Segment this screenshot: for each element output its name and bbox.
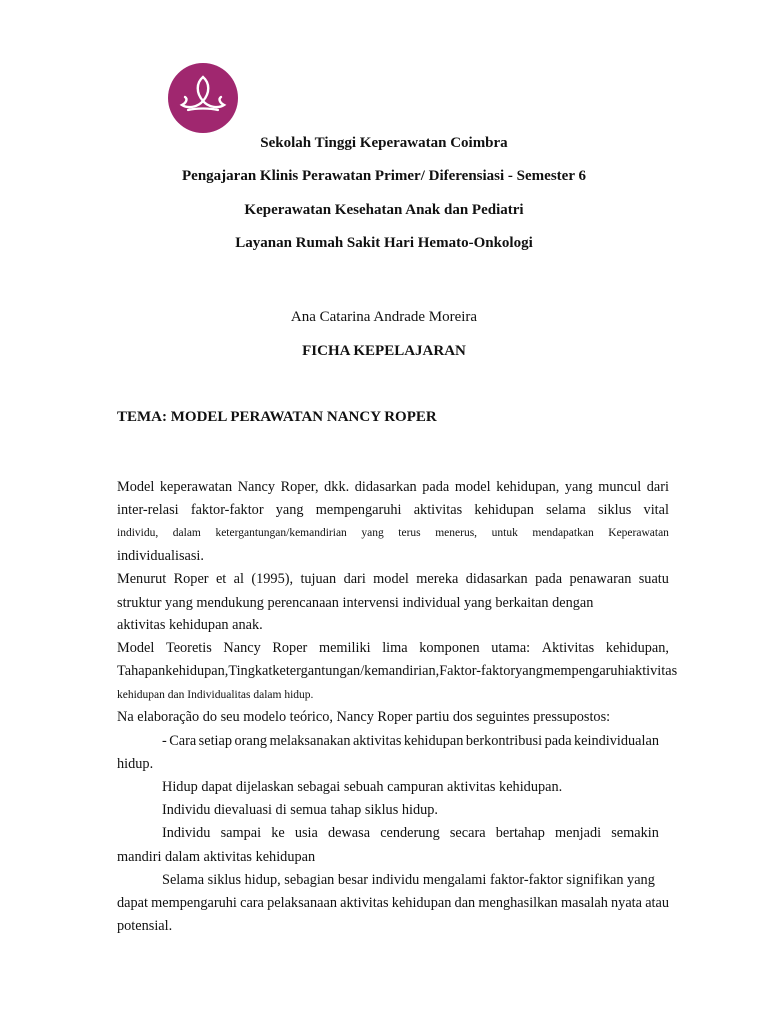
paragraph-line bbox=[117, 570, 669, 588]
word: cenderung bbox=[380, 825, 440, 841]
service-title: Layanan Rumah Sakit Hari Hemato-Onkologi bbox=[235, 235, 533, 251]
word: mendapatkan bbox=[532, 527, 594, 539]
word: dan bbox=[454, 895, 476, 911]
word: melaksanakan bbox=[269, 733, 351, 749]
word: (1995), bbox=[251, 571, 294, 587]
word: al bbox=[233, 571, 244, 587]
word: kehidupan bbox=[403, 733, 464, 749]
word: cara bbox=[240, 895, 264, 911]
word: menjadi bbox=[555, 825, 602, 841]
word: Roper bbox=[173, 571, 209, 587]
word: selama bbox=[546, 502, 586, 518]
word: mempengaruhi bbox=[315, 502, 402, 518]
word: tujuan bbox=[300, 571, 337, 587]
word: pada bbox=[544, 733, 572, 749]
paragraph-line: individualisasi. bbox=[117, 548, 204, 564]
word: yang bbox=[361, 527, 384, 539]
assumption-line: Hidup dapat dijelaskan sebagai sebuah campuran aktivitas kehidupan. bbox=[162, 779, 563, 795]
word: usia bbox=[294, 825, 318, 841]
word: masalah bbox=[561, 895, 608, 911]
word: - bbox=[162, 733, 167, 749]
word: pada bbox=[535, 571, 563, 587]
word: dapat bbox=[117, 895, 148, 911]
word: Model bbox=[117, 640, 155, 656]
course-title: Pengajaran Klinis Perawatan Primer/ Diferensiasi - Semester 6 bbox=[182, 168, 586, 184]
paragraph-line bbox=[117, 639, 669, 657]
paragraph-line: aktivitas kehidupan anak. bbox=[117, 617, 263, 633]
word: pada bbox=[422, 479, 450, 495]
author-name: Ana Catarina Andrade Moreira bbox=[290, 309, 478, 325]
word: et bbox=[215, 571, 227, 587]
word: Nancy bbox=[237, 479, 276, 495]
assumption-line bbox=[117, 894, 669, 912]
paragraph-line bbox=[117, 662, 678, 680]
word: dewasa bbox=[327, 825, 371, 841]
word: keperawatan bbox=[159, 479, 233, 495]
theme-heading: TEMA: MODEL PERAWATAN NANCY ROPER bbox=[117, 409, 437, 425]
paragraph-line bbox=[117, 478, 669, 496]
word: penawaran bbox=[569, 571, 632, 587]
word: aktivitas bbox=[628, 663, 678, 679]
word: semakin bbox=[611, 825, 659, 841]
word: atau bbox=[645, 895, 669, 911]
word: Aktivitas bbox=[541, 640, 595, 656]
word: faktor-faktor bbox=[190, 502, 264, 518]
word: orang bbox=[234, 733, 268, 749]
assumption-line bbox=[162, 824, 659, 842]
word: lima bbox=[382, 640, 408, 656]
word: memiliki bbox=[318, 640, 371, 656]
word: mempengaruhi bbox=[542, 663, 629, 679]
word: mempengaruhi bbox=[151, 895, 237, 911]
word: Tingkat bbox=[228, 663, 273, 679]
word: menghasilkan bbox=[478, 895, 558, 911]
word: kehidupan, bbox=[496, 479, 560, 495]
word: yang bbox=[515, 663, 543, 679]
word: aktivitas bbox=[413, 502, 463, 518]
word: individu, bbox=[117, 527, 159, 539]
word: aktivitas bbox=[352, 733, 402, 749]
word: Individu bbox=[162, 825, 211, 841]
word: vital bbox=[643, 502, 669, 518]
word: kehidupan bbox=[474, 502, 534, 518]
assumption-line: potensial. bbox=[117, 918, 173, 934]
word: setiap bbox=[198, 733, 233, 749]
word: yang bbox=[275, 502, 304, 518]
paragraph-line bbox=[117, 524, 669, 542]
paragraph-line: struktur yang mendukung perencanaan intervensi individual yang berkaitan dengan bbox=[117, 595, 594, 611]
word: Roper bbox=[272, 640, 308, 656]
word: untuk bbox=[491, 527, 518, 539]
word: didasarkan bbox=[354, 479, 417, 495]
nursing-school-logo-icon bbox=[166, 63, 240, 133]
word: Tahapan bbox=[117, 663, 166, 679]
word: dalam bbox=[172, 527, 201, 539]
assumption-line: Individu dievaluasi di semua tahap siklus hidup. bbox=[162, 802, 438, 818]
school-name: Sekolah Tinggi Keperawatan Coimbra bbox=[260, 135, 508, 151]
word: kehidupan, bbox=[165, 663, 229, 679]
word: suatu bbox=[638, 571, 669, 587]
word: dari bbox=[646, 479, 669, 495]
word: ketergantungan/kemandirian bbox=[215, 527, 347, 539]
document-type: FICHA KEPELAJARAN bbox=[302, 343, 466, 359]
word: didasarkan bbox=[465, 571, 528, 587]
word: kehidupan, bbox=[605, 640, 669, 656]
paragraph-line bbox=[117, 501, 669, 519]
word: model bbox=[454, 479, 491, 495]
word: Cara bbox=[169, 733, 197, 749]
word: muncul bbox=[598, 479, 642, 495]
word: sampai bbox=[220, 825, 262, 841]
word: keindividualan bbox=[574, 733, 659, 749]
word: nyata bbox=[611, 895, 642, 911]
word: Roper, bbox=[280, 479, 319, 495]
word: utama: bbox=[491, 640, 531, 656]
word: dari bbox=[343, 571, 366, 587]
word: ke bbox=[271, 825, 285, 841]
word: Faktor-faktor bbox=[439, 663, 516, 679]
word: terus bbox=[398, 527, 421, 539]
word: yang bbox=[564, 479, 593, 495]
word: Menurut bbox=[117, 571, 167, 587]
word: inter-relasi bbox=[117, 502, 179, 518]
word: model bbox=[373, 571, 409, 587]
word: dkk. bbox=[324, 479, 350, 495]
assumption-line: hidup. bbox=[117, 756, 154, 772]
word: ketergantungan/kemandirian, bbox=[272, 663, 440, 679]
word: Model bbox=[117, 479, 155, 495]
paragraph-line: Na elaboração do seu modelo teórico, Nancy Roper partiu dos seguintes pressupostos: bbox=[117, 709, 611, 725]
word: secara bbox=[449, 825, 486, 841]
word: Keperawatan bbox=[608, 527, 669, 539]
word: Nancy bbox=[223, 640, 261, 656]
assumption-line: Selama siklus hidup, sebagian besar individu mengalami faktor-faktor signifikan yang bbox=[162, 872, 655, 888]
assumption-line bbox=[162, 732, 659, 750]
word: Teoretis bbox=[165, 640, 212, 656]
assumption-line: mandiri dalam aktivitas kehidupan bbox=[117, 849, 316, 865]
word: bertahap bbox=[495, 825, 545, 841]
paragraph-line: kehidupan dan Individualitas dalam hidup. bbox=[117, 689, 314, 701]
word: mereka bbox=[416, 571, 459, 587]
word: komponen bbox=[419, 640, 480, 656]
word: siklus bbox=[597, 502, 632, 518]
word: menerus, bbox=[435, 527, 478, 539]
word: pelaksanaan bbox=[267, 895, 337, 911]
word: berkontribusi bbox=[465, 733, 543, 749]
word: kehidupan bbox=[391, 895, 452, 911]
word: aktivitas bbox=[340, 895, 389, 911]
subject-title: Keperawatan Kesehatan Anak dan Pediatri bbox=[244, 202, 524, 218]
